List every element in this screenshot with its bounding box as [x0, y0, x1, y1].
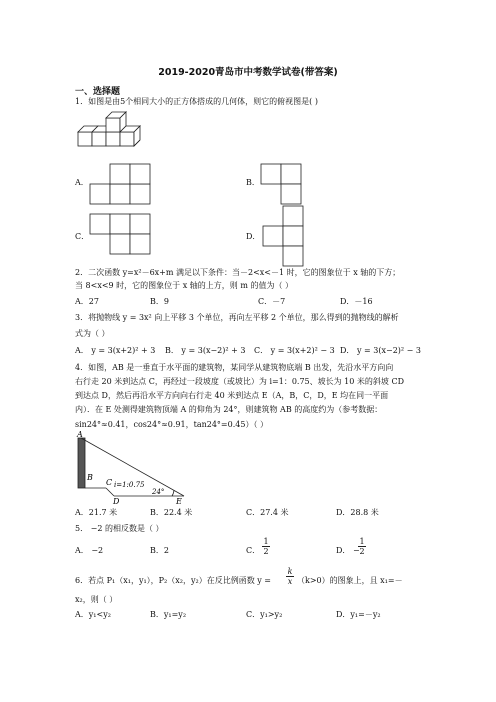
- question-6-line-1b: （k>0）的图象上，且 x₁=－: [297, 576, 403, 585]
- option-1d-grid: [263, 206, 303, 266]
- question-4-line-1: 4．如图，AB 是一垂直于水平面的建筑物，某同学从建筑物底端 B 出发，先沿水平方向向: [75, 363, 394, 372]
- figure-label-a: A: [77, 430, 83, 439]
- q4-option-c: C．27.4 米: [246, 508, 289, 517]
- question-4-line-3: 到达点 D，然后再沿水平方向向右行走 40 米到达点 E（A，B，C，D，E 均在同一平面: [75, 391, 389, 400]
- page-title: 2019-2020青岛市中考数学试卷(带答案): [158, 67, 338, 78]
- q6-denominator: x: [287, 577, 293, 586]
- q2-option-c: C．－7: [258, 297, 286, 306]
- section-heading: 一、选择题: [75, 87, 121, 97]
- q6-option-d: D．y₁=－y₂: [336, 610, 381, 619]
- figure-label-c: C: [106, 478, 113, 487]
- q6-fraction: [286, 567, 294, 586]
- q4-option-d: D．28.8 米: [336, 508, 379, 517]
- q6-option-c: C．y₁>y₂: [246, 610, 283, 619]
- q6-option-a: A．y₁<y₂: [75, 610, 111, 619]
- question-3-line-2: 式为（ ）: [75, 329, 110, 338]
- question-6-line-2: x₂，则（ ）: [75, 595, 118, 604]
- q3-option-d: D． y = 3(x−2)² − 3: [340, 346, 421, 355]
- q5-d-denominator: 2: [359, 547, 365, 556]
- q5-d-numerator: 1: [359, 537, 365, 546]
- q2-option-d: D．－16: [340, 297, 373, 306]
- option-1d-label: D．: [246, 232, 261, 241]
- q4-option-b: B．22.4 米: [150, 508, 193, 517]
- figure-label-e: E: [176, 497, 182, 506]
- question-4-line-2: 右行走 20 米到达点 C，再经过一段坡度（或坡比）为 i=1：0.75、坡长为 10 米的斜坡 CD: [75, 377, 404, 386]
- q6-option-b: B．y₁=y₂: [150, 610, 187, 619]
- question-4-slope-figure: [76, 430, 188, 506]
- q4-option-a: A．21.7 米: [75, 508, 118, 517]
- q3-option-b: B． y = 3(x−2)² + 3: [165, 346, 246, 355]
- question-1-solid-figure: [76, 110, 156, 158]
- question-1-text: 1．如图是由5个相同大小的正方体搭成的几何体，则它的俯视图是( ): [75, 97, 318, 106]
- q2-option-b: B．9: [150, 297, 169, 306]
- q5-c-numerator: 1: [263, 537, 269, 546]
- q3-option-c: C． y = 3(x+2)² − 3: [254, 346, 335, 355]
- option-1a-grid: [90, 164, 150, 204]
- option-1c-label: C．: [75, 232, 90, 241]
- q2-option-a: A．27: [75, 297, 99, 306]
- figure-label-d: D: [113, 497, 120, 506]
- question-2-line-2: 当 8<x<9 时，它的图象位于 x 轴的上方，则 m 的值为（ ）: [75, 281, 293, 290]
- question-4-line-5: sin24°≈0.41，cos24°≈0.91，tan24°=0.45）（ ）: [75, 420, 268, 429]
- figure-slope-label: i=1:0.75: [114, 481, 145, 489]
- q3-option-a: A． y = 3(x+2)² + 3: [75, 346, 156, 355]
- question-2-line-1: 2．二次函数 y=x²－6x+m 满足以下条件：当－2<x<－1 时，它的图象位于 x 轴的下方；: [75, 268, 401, 277]
- q5-c-denominator: 2: [263, 547, 269, 556]
- question-6-line-1a: 6．若点 P₁（x₁，y₁），P₂（x₂，y₂）在反比例函数 y =: [75, 576, 272, 585]
- option-1b-grid: [261, 164, 301, 204]
- q5-option-c-fraction: [262, 537, 270, 556]
- q5-option-d: D． −: [336, 546, 360, 555]
- question-3-line-1: 3．将抛物线 y = 3x² 向上平移 3 个单位，再向左平移 2 个单位，那么得到的抛物线的解析: [75, 313, 399, 322]
- option-1b-label: B．: [246, 178, 260, 187]
- option-1c-grid: [90, 214, 150, 254]
- figure-label-b: B: [87, 473, 93, 482]
- question-4-line-4: 内）．在 E 处测得建筑物顶端 A 的仰角为 24°，则建筑物 AB 的高度约为（参考数据：: [75, 405, 383, 414]
- q5-option-b: B．2: [150, 546, 169, 555]
- question-5-text: 5． −2 的相反数是（ ）: [75, 524, 164, 533]
- q5-option-d-fraction: [358, 537, 366, 556]
- option-1a-label: A．: [75, 178, 89, 187]
- q6-numerator: k: [287, 567, 293, 576]
- q5-option-c: C．: [246, 546, 261, 555]
- figure-angle-label: 24°: [152, 488, 165, 496]
- q5-option-a: A． −2: [75, 546, 104, 555]
